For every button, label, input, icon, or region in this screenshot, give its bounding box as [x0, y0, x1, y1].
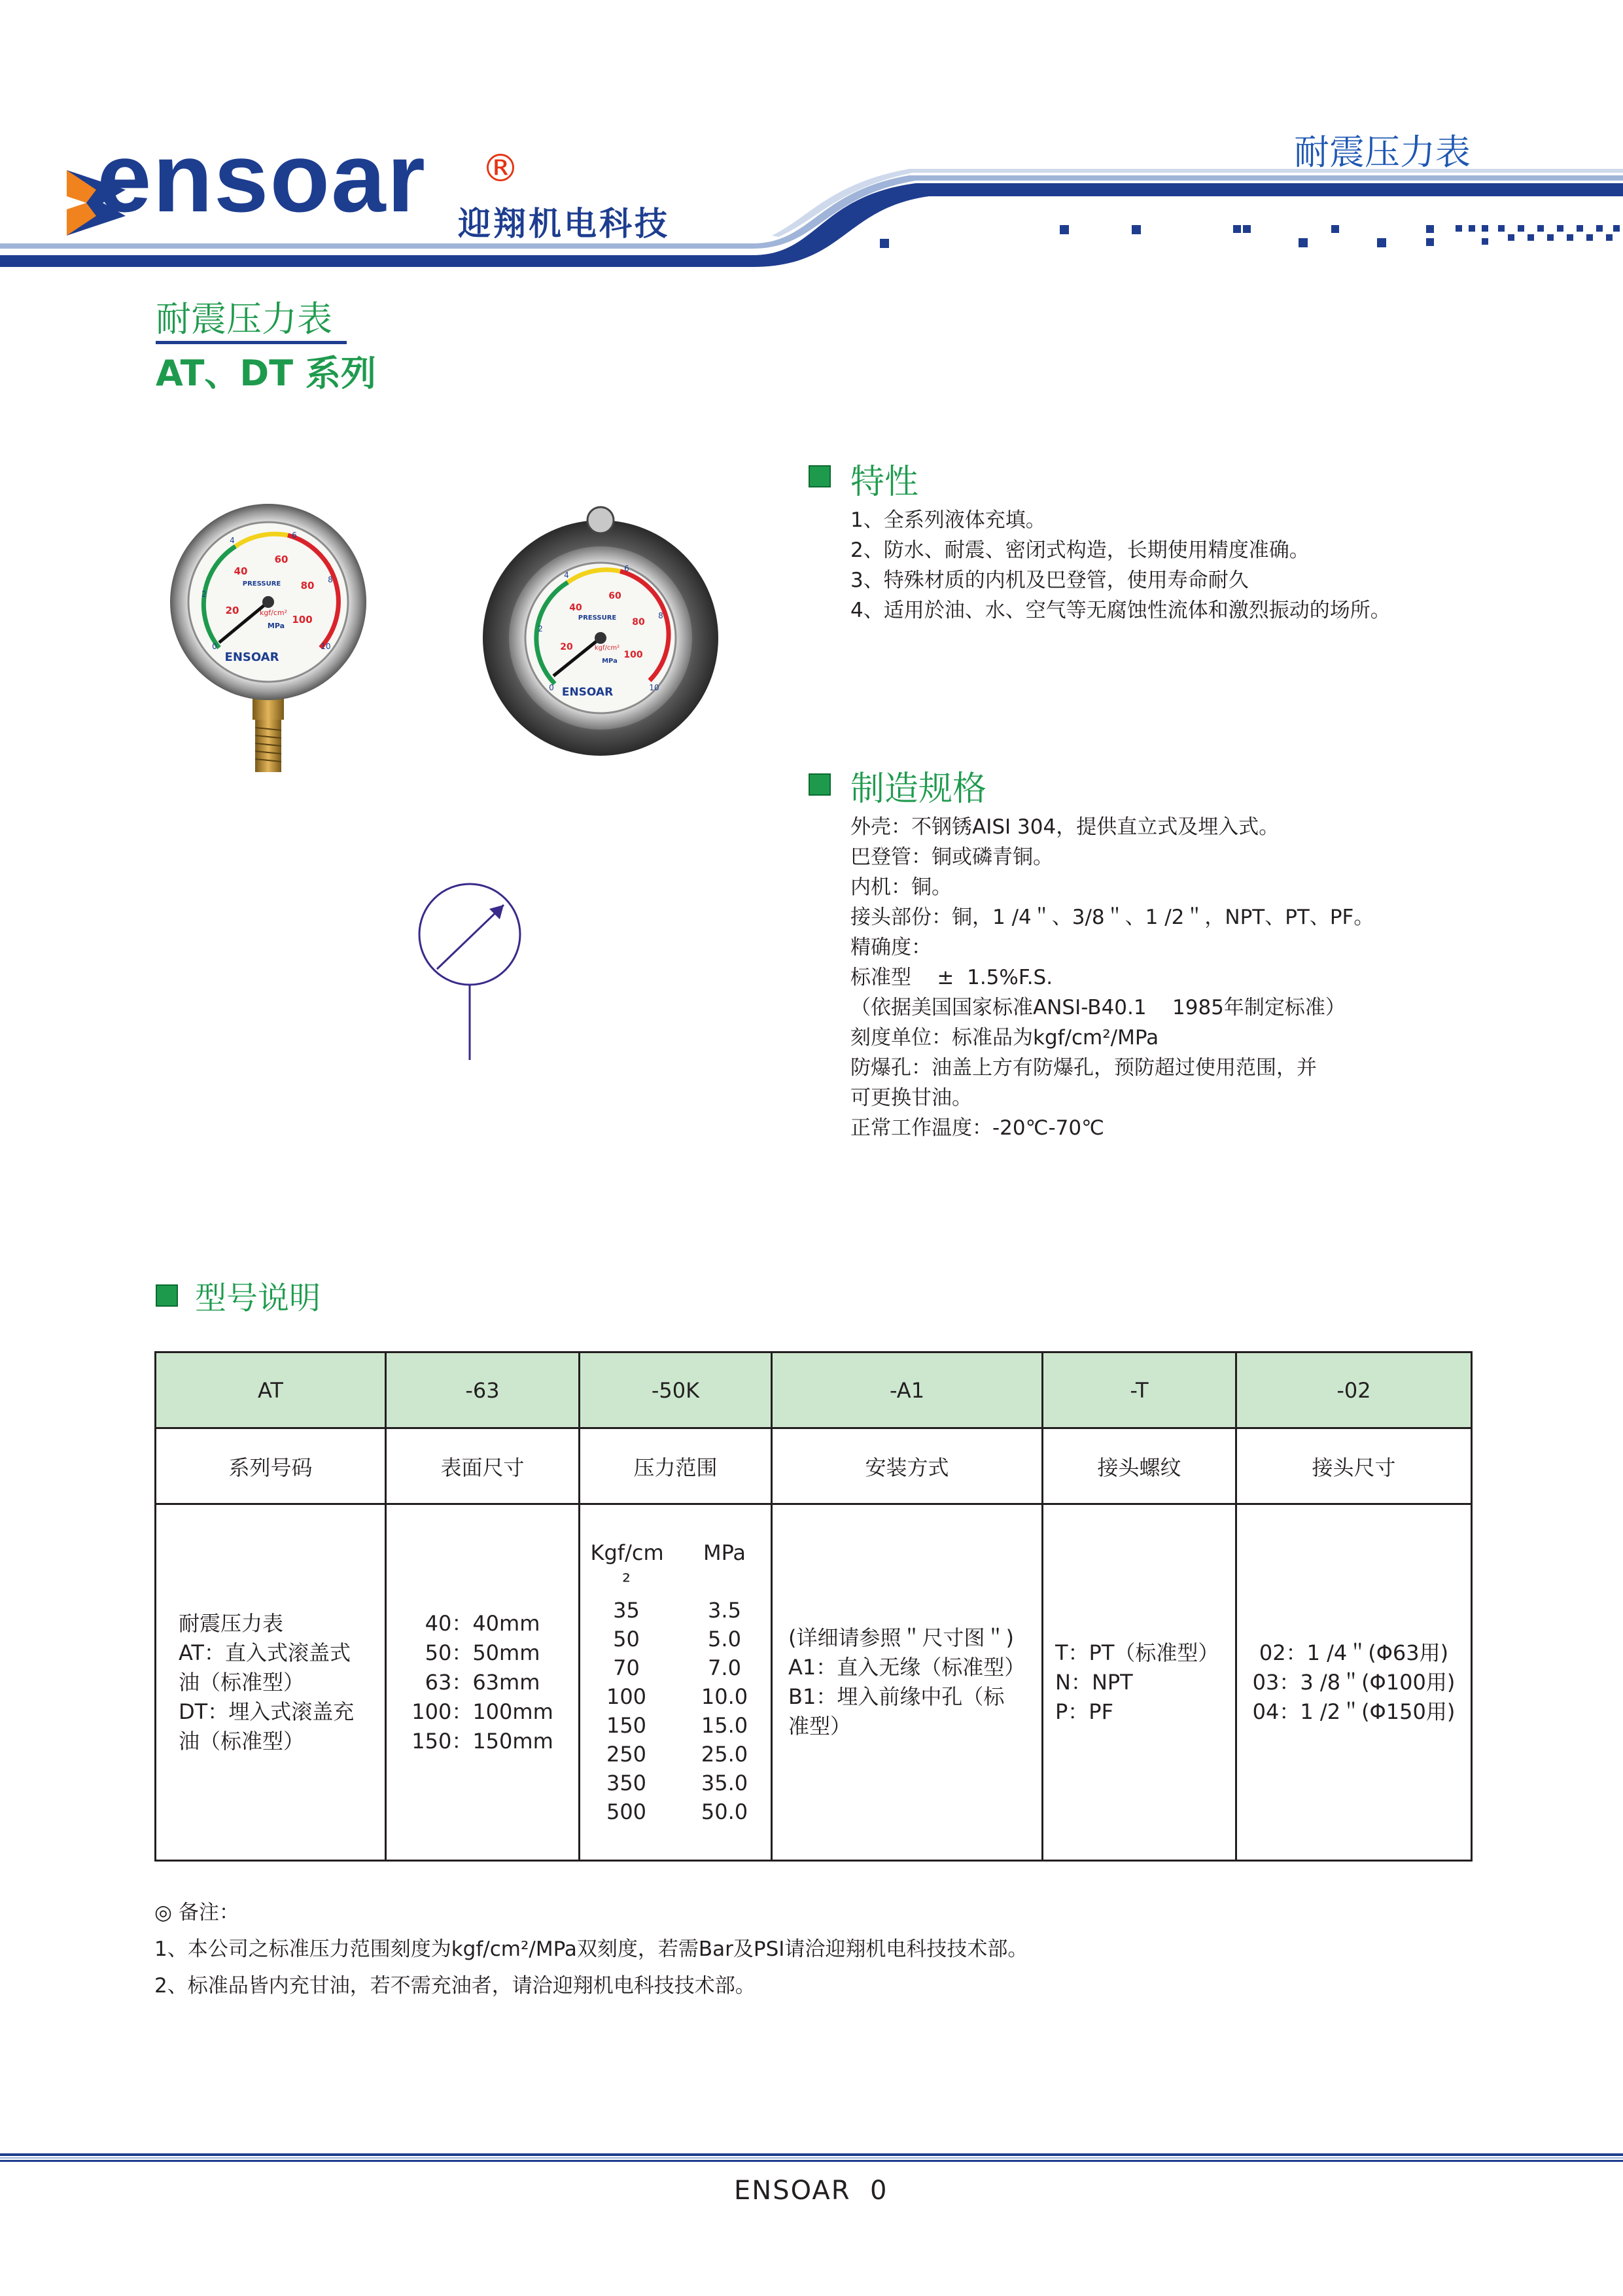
model-label-row [156, 1428, 1472, 1504]
spec-line: 正常工作温度：-20℃-70℃ [850, 1116, 1104, 1140]
feature-item: 3、特殊材质的内机及巴登管，使用寿命耐久 [850, 569, 1249, 592]
gauge-inner-tick-0: 20 [225, 605, 239, 616]
spec-line: 标准型 ± 1.5%F.S. [850, 966, 1053, 989]
series-line: AT：直入式滚盖式 [179, 1640, 351, 1665]
registered-mark: ® [481, 146, 519, 190]
size-detail [386, 1504, 580, 1861]
features-list [850, 505, 1391, 626]
label-connection: 接头尺寸 [1236, 1428, 1472, 1504]
gauge-outer-tick-4: 8 [328, 575, 333, 584]
thread-line: T：PT（标准型） [1055, 1640, 1219, 1665]
pressure-kgf: 100 [606, 1684, 647, 1709]
thread-line: N：NPT [1055, 1669, 1133, 1695]
spec-line: 内机：铜。 [850, 875, 952, 899]
connection-line: 03：3 /8＂(Φ100用) [1252, 1669, 1456, 1695]
notes-heading: ◎ 备注： [154, 1901, 239, 1924]
note-item: 2、标准品皆内充甘油，若不需充油者，请洽迎翔机电科技技术部。 [154, 1974, 756, 1998]
pressure-mpa: 5.0 [708, 1627, 741, 1651]
title-underline [156, 341, 347, 344]
page-title: 耐震压力表 [156, 298, 332, 340]
gauge-outer-tick-2: 4 [230, 536, 235, 545]
flange-inner-tick-2: 60 [608, 591, 621, 601]
size-line: 50：50mm [425, 1640, 540, 1665]
pressure-mpa: 3.5 [708, 1598, 741, 1623]
pressure-mpa: 50.0 [701, 1799, 748, 1824]
spec-line: 接头部份：铜，1 /4＂、3/8＂、1 /2＂，NPT、PT、PF。 [850, 906, 1374, 929]
spec-line: 刻度单位：标准品为kgf/cm²/MPa [850, 1026, 1159, 1050]
model-title: 型号说明 [195, 1280, 321, 1316]
mount-line: A1：直入无缘（标准型） [788, 1655, 1026, 1680]
thread-line: P：PF [1055, 1699, 1114, 1724]
feature-item: 1、全系列液体充填。 [850, 508, 1046, 532]
flange-outer-tick-2: 4 [564, 571, 569, 580]
series-line: DT：埋入式滚盖充 [179, 1699, 355, 1724]
notes [154, 1894, 1028, 2004]
pressure-kgf: 150 [606, 1713, 647, 1738]
mount-detail [772, 1504, 1043, 1861]
flange-outer-tick-0: 0 [549, 683, 554, 692]
gauge-outer-tick-1: 2 [201, 590, 207, 599]
pressure-detail [580, 1504, 772, 1861]
pressure-kgf: 500 [606, 1799, 647, 1824]
label-pressure: 压力范围 [580, 1428, 772, 1504]
pressure-kgf: 70 [613, 1655, 640, 1680]
page-subtitle: AT、DT 系列 [156, 353, 376, 394]
flange-unit-kgf: kgf/cm² [594, 645, 620, 652]
header-title: 耐震压力表 [1294, 132, 1471, 173]
connection-line: 04：1 /2＂(Φ150用) [1252, 1699, 1456, 1724]
pressure-header-mpa: MPa [703, 1540, 746, 1565]
model-bullet-icon [156, 1284, 178, 1307]
pressure-header-kgf: Kgf/cm ² [590, 1540, 664, 1594]
spec-line: 外壳：不钢锈AISI 304，提供直立式及埋入式。 [850, 815, 1280, 839]
specs-title: 制造规格 [850, 769, 987, 809]
gauge-photo-bottom-mount [164, 497, 373, 779]
size-line: 150：150mm [411, 1728, 553, 1754]
pressure-kgf: 50 [613, 1627, 640, 1651]
gauge-inner-tick-4: 100 [292, 614, 313, 626]
flange-inner-tick-3: 80 [632, 617, 645, 627]
flange-pressure-label: PRESSURE [578, 614, 617, 622]
series-detail [156, 1504, 386, 1861]
connection-detail [1236, 1504, 1472, 1861]
feature-item: 2、防水、耐震、密闭式构造，长期使用精度准确。 [850, 539, 1310, 562]
feature-item: 4、适用於油、水、空气等无腐蚀性流体和激烈振动的场所。 [850, 599, 1391, 622]
code-size: -63 [386, 1352, 580, 1428]
note-item: 1、本公司之标准压力范围刻度为kgf/cm²/MPa双刻度，若需Bar及PSI请洽迎翔机电科技技术部。 [154, 1937, 1028, 1961]
gauge-brand: ENSOAR [224, 650, 279, 664]
gauge-outer-tick-5: 10 [321, 642, 331, 651]
features-bullet-icon [809, 465, 831, 487]
model-detail-row [156, 1504, 1472, 1861]
code-connection: -02 [1236, 1352, 1472, 1428]
mount-line: B1：埋入前缘中孔（标 [788, 1684, 1005, 1709]
flange-inner-tick-4: 100 [623, 650, 643, 660]
model-code-row [156, 1352, 1472, 1428]
series-line: 油（标准型） [179, 1669, 305, 1695]
series-line: 油（标准型） [179, 1728, 305, 1754]
features-title: 特性 [850, 463, 919, 502]
mount-line: 准型） [788, 1714, 852, 1739]
gauge-photo-flange-mount [470, 501, 731, 762]
spec-line: 巴登管：铜或磷青铜。 [850, 845, 1053, 869]
flange-unit-mpa: MPa [602, 658, 618, 665]
pressure-mpa: 25.0 [701, 1742, 748, 1767]
model-table [154, 1351, 1473, 1862]
spec-line: （依据美国国家标准ANSI-B40.1 1985年制定标准） [850, 996, 1346, 1019]
connection-line: 02：1 /4＂(Φ63用) [1259, 1640, 1449, 1665]
brand-chinese-name: 迎翔机电科技 [458, 205, 670, 243]
footer-rule [0, 2149, 1623, 2169]
size-line: 100：100mm [411, 1699, 553, 1724]
pressure-kgf: 35 [613, 1598, 640, 1623]
label-thread: 接头螺纹 [1043, 1428, 1236, 1504]
gauge-unit-kgf: kgf/cm² [259, 609, 288, 617]
flange-inner-tick-1: 40 [569, 603, 582, 613]
thread-detail [1043, 1504, 1236, 1861]
pressure-mpa: 7.0 [708, 1655, 741, 1680]
gauge-outer-tick-3: 6 [292, 531, 297, 540]
pressure-kgf: 350 [606, 1771, 647, 1795]
spec-line: 精确度： [850, 936, 932, 959]
label-series: 系列号码 [156, 1428, 386, 1504]
label-mount: 安装方式 [772, 1428, 1043, 1504]
pressure-kgf: 250 [606, 1742, 647, 1767]
gauge-outer-tick-0: 0 [212, 642, 217, 651]
code-thread: -T [1043, 1352, 1236, 1428]
pressure-mpa: 15.0 [701, 1713, 748, 1738]
gauge-inner-tick-2: 60 [274, 554, 288, 565]
spec-line: 防爆孔：油盖上方有防爆孔，预防超过使用范围，并 [850, 1056, 1317, 1080]
size-line: 40：40mm [425, 1610, 540, 1636]
pressure-mpa: 10.0 [701, 1684, 748, 1709]
flange-outer-tick-3: 6 [624, 564, 629, 573]
flange-outer-tick-4: 8 [658, 611, 663, 620]
flange-inner-tick-0: 20 [560, 642, 573, 652]
size-line: 63：63mm [425, 1669, 540, 1695]
flange-brand: ENSOAR [561, 686, 614, 699]
label-size: 表面尺寸 [386, 1428, 580, 1504]
mount-line: (详细请参照＂尺寸图＂) [788, 1625, 1014, 1650]
pressure-gauge-symbol-icon [412, 880, 530, 1063]
flange-outer-tick-5: 10 [649, 683, 659, 692]
gauge-pressure-label: PRESSURE [242, 580, 281, 588]
footer-page-label: ENSOAR 0 [734, 2176, 888, 2206]
code-series: AT [156, 1352, 386, 1428]
code-mount: -A1 [772, 1352, 1043, 1428]
flange-outer-tick-1: 2 [538, 624, 543, 633]
gauge-inner-tick-1: 40 [234, 565, 248, 577]
brand-logo-text: ensoar [97, 122, 427, 232]
code-pressure: -50K [580, 1352, 772, 1428]
series-line: 耐震压力表 [179, 1610, 284, 1636]
gauge-unit-mpa: MPa [267, 622, 285, 630]
spec-line: 可更换甘油。 [850, 1086, 972, 1110]
specs-bullet-icon [809, 773, 831, 796]
specs-list [850, 812, 1374, 1143]
pressure-mpa: 35.0 [701, 1771, 748, 1795]
gauge-inner-tick-3: 80 [300, 580, 315, 592]
